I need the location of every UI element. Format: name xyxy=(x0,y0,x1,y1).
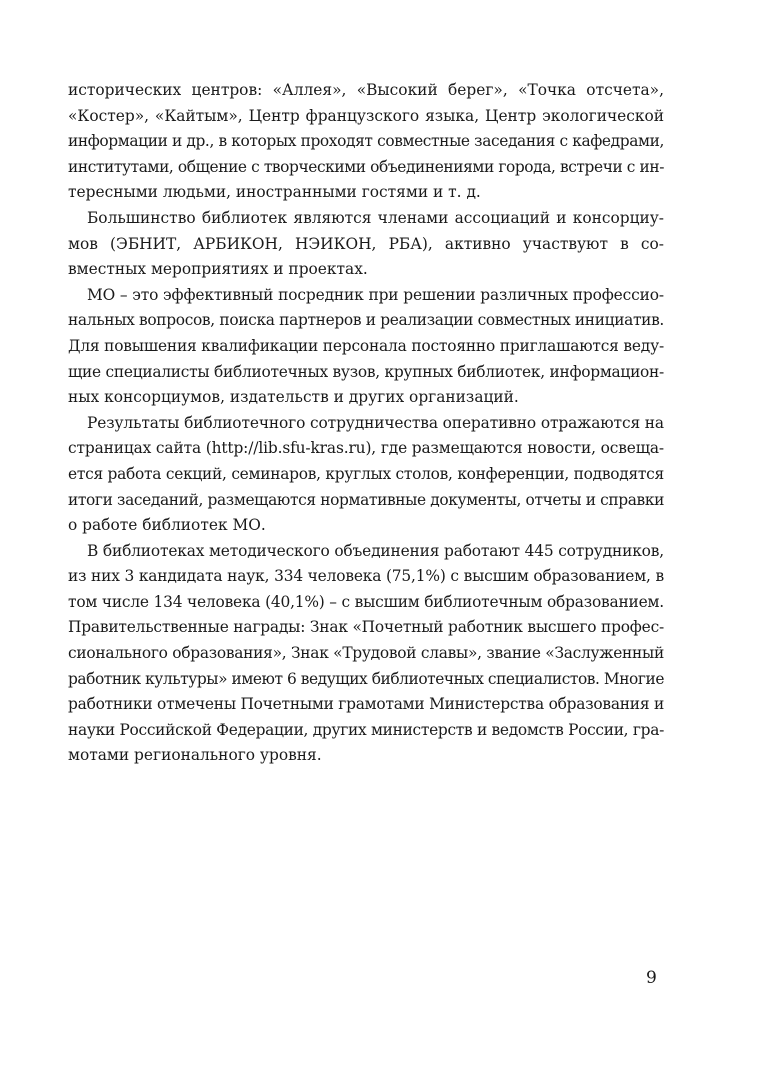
text-line: нальных вопросов, поиска партнеров и реализации совместных инициатив. xyxy=(68,311,664,330)
page-number: 9 xyxy=(646,968,657,988)
text-line: Правительственные награды: Знак «Почетный работник высшего профес- xyxy=(68,618,664,637)
text-line: мотами регионального уровня. xyxy=(68,746,322,765)
text-line: мов (ЭБНИТ, АРБИКОН, НЭИКОН, РБА), активно участвуют в со- xyxy=(68,234,664,253)
text-line: В библиотеках методического объединения работают 445 сотрудников, xyxy=(87,541,664,560)
text-line: сионального образования», Знак «Трудовой славы», звание «Заслуженный xyxy=(68,644,664,663)
text-line: страницах сайта (http://lib.sfu-kras.ru), где размещаются новости, освеща- xyxy=(68,439,664,458)
text-line: работники отмечены Почетными грамотами Министерства образования и xyxy=(68,695,664,714)
text-line: исторических центров: «Аллея», «Высокий берег», «Точка отсчета», xyxy=(68,81,664,99)
text-line: Результаты библиотечного сотрудничества оперативно отражаются на xyxy=(87,413,664,432)
text-line: ется работа секций, семинаров, круглых столов, конференции, подводятся xyxy=(68,464,664,483)
text-line: работник культуры» имеют 6 ведущих библиотечных специалистов. Многие xyxy=(68,669,664,688)
text-line: Для повышения квалификации персонала постоянно приглашаются веду- xyxy=(68,336,664,355)
text-line: щие специалисты библиотечных вузов, крупных библиотек, информацион- xyxy=(68,362,664,381)
text-line: ных консорциумов, издательств и других организаций. xyxy=(68,388,519,407)
text-line: информации и др., в которых проходят совместные заседания с кафедрами, xyxy=(68,132,664,151)
body-text xyxy=(68,78,664,769)
text-line: институтами, общение с творческими объединениями города, встречи с ин- xyxy=(68,157,664,176)
text-line: Большинство библиотек являются членами ассоциаций и консорциу- xyxy=(87,208,664,227)
text-line: тересными людьми, иностранными гостями и т. д. xyxy=(68,183,481,202)
text-line: о работе библиотек МО. xyxy=(68,516,266,535)
text-line: «Костер», «Кайтым», Центр французского языка, Центр экологической xyxy=(68,106,664,125)
text-line: из них 3 кандидата наук, 334 человека (75,1%) с высшим образованием, в xyxy=(68,567,664,586)
text-line: итоги заседаний, размещаются нормативные документы, отчеты и справки xyxy=(68,490,664,509)
text-line: том числе 134 человека (40,1%) – с высшим библиотечным образованием. xyxy=(68,592,664,611)
text-line: науки Российской Федерации, других министерств и ведомств России, гра- xyxy=(68,720,664,739)
text-line: МО – это эффективный посредник при решении различных профессио- xyxy=(87,285,664,304)
text-line: вместных мероприятиях и проектах. xyxy=(68,260,368,279)
